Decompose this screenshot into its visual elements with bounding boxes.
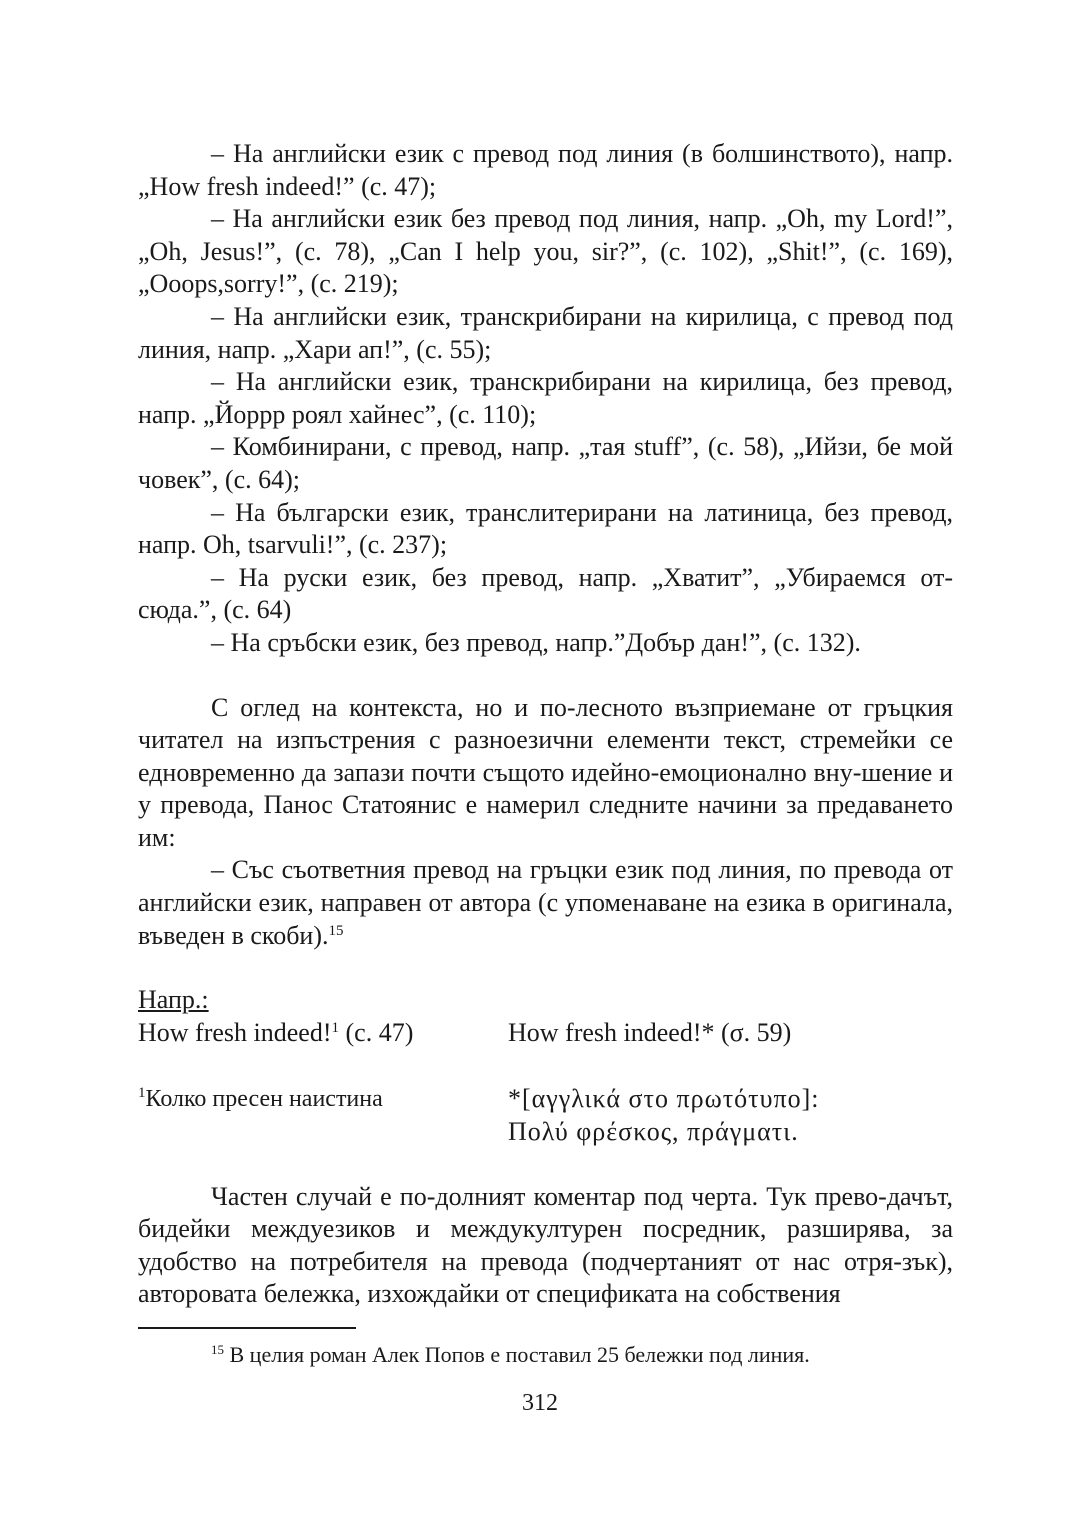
example-source-text: How fresh indeed! — [138, 1017, 332, 1047]
list-item: – На английски език, транскрибирани на кирилица, без превод, напр. „Йоррр роял хайнес”, (с. 110); — [138, 367, 953, 429]
footnote-ref[interactable]: 15 — [328, 922, 344, 939]
example-notes-row — [138, 1083, 953, 1148]
footnote-ref: 1 — [331, 1019, 339, 1036]
footnote — [211, 1340, 953, 1370]
page-body — [138, 138, 953, 1311]
list-block — [138, 138, 953, 660]
footnote-number: 15 — [211, 1342, 224, 1357]
example-block — [138, 984, 953, 1148]
footnote-text: В целия роман Алек Попов е поставил 25 бележки под линия. — [224, 1342, 810, 1367]
example-source-page: (с. 47) — [339, 1017, 414, 1047]
example-row — [138, 1017, 953, 1050]
greek-note-line: *[αγγλικά στο πρωτότυπο]: — [508, 1084, 820, 1114]
list-item: – На сръбски език, без превод, напр.”Добър дан!”, (с. 132). — [211, 627, 861, 657]
greek-note-line: Πολύ φρέσκος, πράγματι. — [508, 1117, 799, 1147]
list-item: – На английски език с превод под линия (в болшинството), напр. „How fresh indeed!” (с. 47); — [138, 139, 953, 201]
example-target-footnote — [508, 1083, 953, 1148]
body-paragraph: С оглед на контекста, но и по-лесното възприемане от гръцкия читател на изпъстрения с разноезични елементи текст, стремейки се едновременно да запази почти същото идейно-емоционално вну-шение и у превода, Панос Статоянис е намерил следните начини за предаването им: — [138, 692, 953, 852]
list-item: – На руски език, без превод, напр. „Хватит”, „Убираемся от-сюда.”, (с. 64) — [138, 562, 953, 625]
example-source-footnote — [138, 1083, 508, 1148]
list-item: – На български език, транслитерирани на латиница, без превод, напр. Oh, tsarvuli!”, (с. 237); — [138, 497, 953, 560]
list-item: – Комбинирани, с превод, напр. „тая stuff”, (с. 58), „Ийзи, бе мой човек”, (с. 64); — [138, 432, 953, 494]
body-paragraph-with-note — [138, 854, 953, 952]
body-paragraph: Частен случай е по-долният коментар под черта. Тук прево-дачът, бидейки междуезиков и междукултурен посредник, разширява, за удобство на потребителя на превода (подчертаният от нас отря-зък), авторовата бележка, изхождайки от спецификата на собствения — [138, 1181, 953, 1309]
list-item: – На английски език, транскрибирани на кирилица, с превод под линия, напр. „Хари ап!”, (с. 55); — [138, 301, 953, 364]
example-label: Напр.: — [138, 985, 209, 1015]
list-item: – На английски език без превод под линия, напр. „Oh, my Lord!”, „Oh, Jesus!”, (с. 78), „Can I help you, sir?”, (с. 102), „Shit!”, (с. 169), „Ooops,sorry!”, (с. 219); — [138, 204, 953, 299]
example-source-footnote-text: Колко пресен наистина — [145, 1086, 383, 1113]
example-target: How fresh indeed!* (σ. 59) — [508, 1017, 792, 1047]
page-number: 312 — [522, 1390, 558, 1416]
example-source — [138, 1017, 508, 1050]
footnote-mark: 1 — [138, 1085, 146, 1102]
paragraph-text: – Със съответния превод на гръцки език под линия, по превода от английски език, направен от автора (с упоменаване на езика в оригинала, въведен в скоби). — [138, 855, 953, 950]
footnote-separator — [138, 1327, 356, 1329]
